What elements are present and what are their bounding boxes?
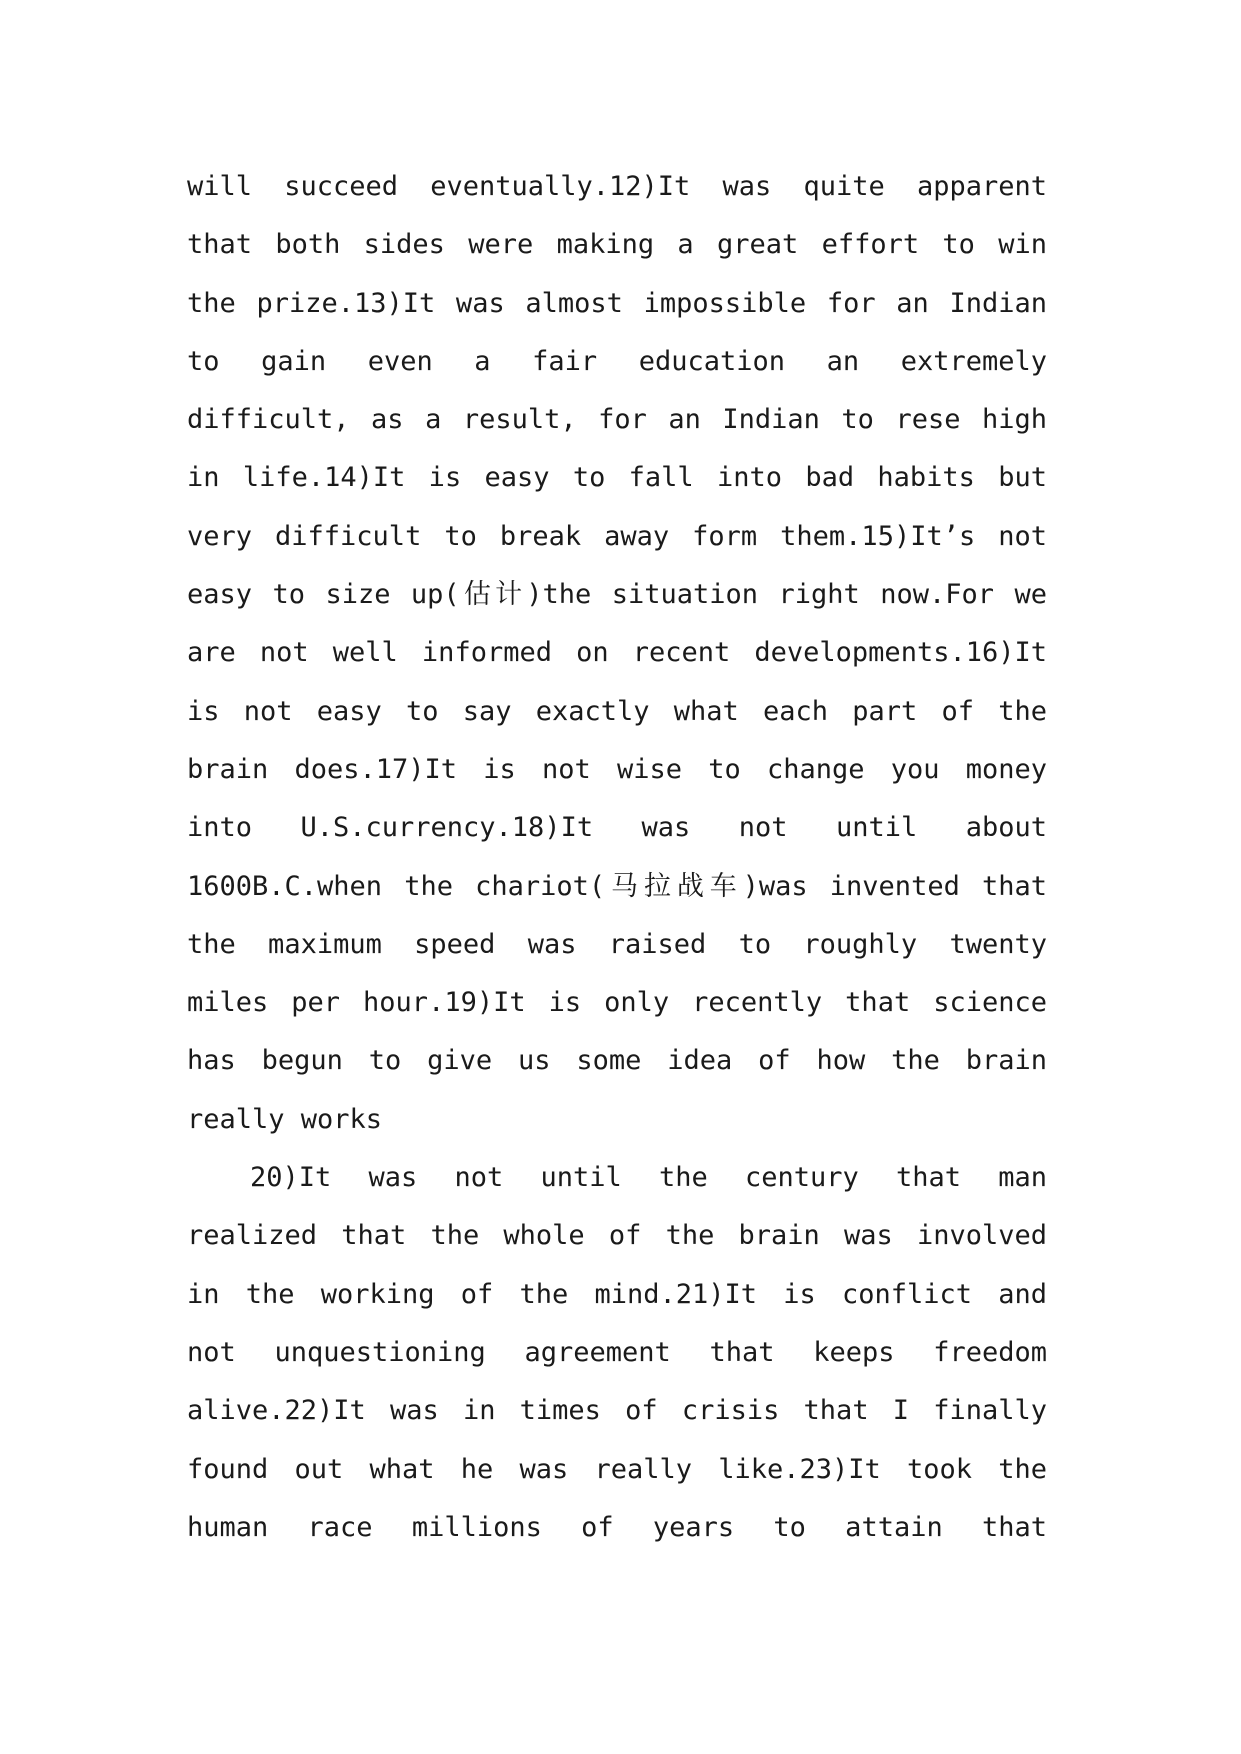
text-line: the prize.13)It was almost impossible for an Indian [187,287,1047,319]
text-line: the maximum speed was raised to roughly twenty [187,928,1047,960]
text-line: brain does.17)It is not wise to change you money [187,753,1047,785]
text-line: very difficult to break away form them.15)It’s not [187,520,1047,552]
body-text [187,158,1047,1557]
text-line: alive.22)It was in times of crisis that I finally [187,1395,1047,1427]
text-line: are not well informed on recent developments.16)It [187,637,1047,669]
text-line: 1600B.C.when the chariot(马拉战车)was invented that [187,870,1047,902]
text-line: into U.S.currency.18)It was not until about [187,812,1047,844]
paragraph-start-line: 20)It was not until the century that man [250,1162,1047,1194]
text-line: not unquestioning agreement that keeps freedom [187,1336,1047,1368]
text-line: realized that the whole of the brain was involved [187,1220,1047,1252]
text-line: miles per hour.19)It is only recently that science [187,987,1047,1019]
text-line: difficult, as a result, for an Indian to rese high [187,404,1047,436]
text-line: that both sides were making a great effort to win [187,229,1047,261]
text-line: has begun to give us some idea of how the brain [187,1045,1047,1077]
text-line: human race millions of years to attain that [187,1511,1047,1543]
text-line: is not easy to say exactly what each part of the [187,695,1047,727]
text-line: found out what he was really like.23)It took the [187,1453,1047,1485]
text-line: easy to size up(估计)the situation right now.For we [187,579,1047,611]
text-line: in the working of the mind.21)It is conflict and [187,1278,1047,1310]
text-line: in life.14)It is easy to fall into bad habits but [187,462,1047,494]
text-line: really works [187,1103,383,1135]
text-line: will succeed eventually.12)It was quite apparent [187,171,1047,202]
text-line: to gain even a fair education an extremely [187,345,1047,377]
